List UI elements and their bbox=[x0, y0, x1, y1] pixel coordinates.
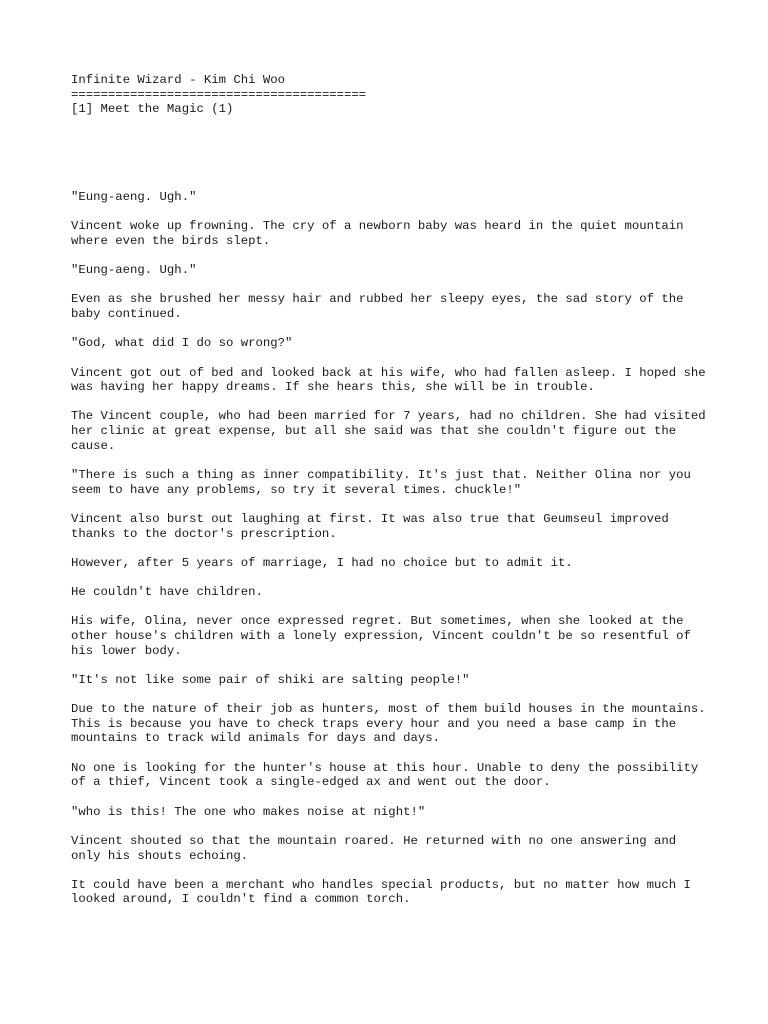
paragraph: Vincent woke up frowning. The cry of a newborn baby was heard in the quiet mountain where even the birds slept. bbox=[71, 219, 684, 249]
heading-spacer bbox=[71, 117, 711, 190]
paragraph: His wife, Olina, never once expressed regret. But sometimes, when she looked at the other house's children with a lonely expression, Vincent couldn't be so resentful of his lower body. bbox=[71, 614, 691, 658]
paragraph: Vincent got out of bed and looked back at his wife, who had fallen asleep. I hoped she was having her happy dreams. If she hears this, she will be in trouble. bbox=[71, 365, 706, 395]
paragraph: "who is this! The one who makes noise at night!" bbox=[71, 804, 426, 819]
paragraph: Vincent also burst out laughing at first. It was also true that Geumseul improved thanks to the doctor's prescription. bbox=[71, 511, 669, 541]
paragraph: "Eung-aeng. Ugh." bbox=[71, 190, 197, 205]
paragraph: It could have been a merchant who handles special products, but no matter how much I looked around, I couldn't find a common torch. bbox=[71, 877, 691, 907]
paragraph: Even as she brushed her messy hair and rubbed her sleepy eyes, the sad story of the baby continued. bbox=[71, 292, 684, 322]
paragraph: However, after 5 years of marriage, I had no choice but to admit it. bbox=[71, 555, 573, 570]
paragraph: "There is such a thing as inner compatibility. It's just that. Neither Olina nor you seem to have any problems, so try it several times. chuckle!" bbox=[71, 468, 691, 497]
paragraph: Vincent shouted so that the mountain roared. He returned with no one answering and only his shouts echoing. bbox=[71, 833, 677, 863]
document-body bbox=[71, 190, 711, 907]
chapter-heading: [1] Meet the Magic (1) bbox=[71, 102, 234, 117]
document-title: Infinite Wizard - Kim Chi Woo bbox=[71, 73, 286, 87]
paragraph: "It's not like some pair of shiki are salting people!" bbox=[71, 672, 470, 687]
paragraph: "God, what did I do so wrong?" bbox=[71, 336, 293, 351]
paragraph: The Vincent couple, who had been married for 7 years, had no children. She had visited her clinic at great expense, but all she said was that she couldn't figure out the cause. bbox=[71, 409, 706, 453]
paragraph: No one is looking for the hunter's house at this hour. Unable to deny the possibility of a thief, Vincent took a single-edged ax and went out the door. bbox=[71, 760, 699, 790]
title-separator: ======================================== bbox=[71, 87, 367, 102]
paragraph: He couldn't have children. bbox=[71, 585, 263, 600]
paragraph: "Eung-aeng. Ugh." bbox=[71, 263, 197, 278]
paragraph: Due to the nature of their job as hunters, most of them build houses in the mountains. This is because you have to check traps every hour and you need a base camp in the mountains to track wild animals for days and days. bbox=[71, 702, 706, 746]
document-page bbox=[71, 73, 711, 922]
